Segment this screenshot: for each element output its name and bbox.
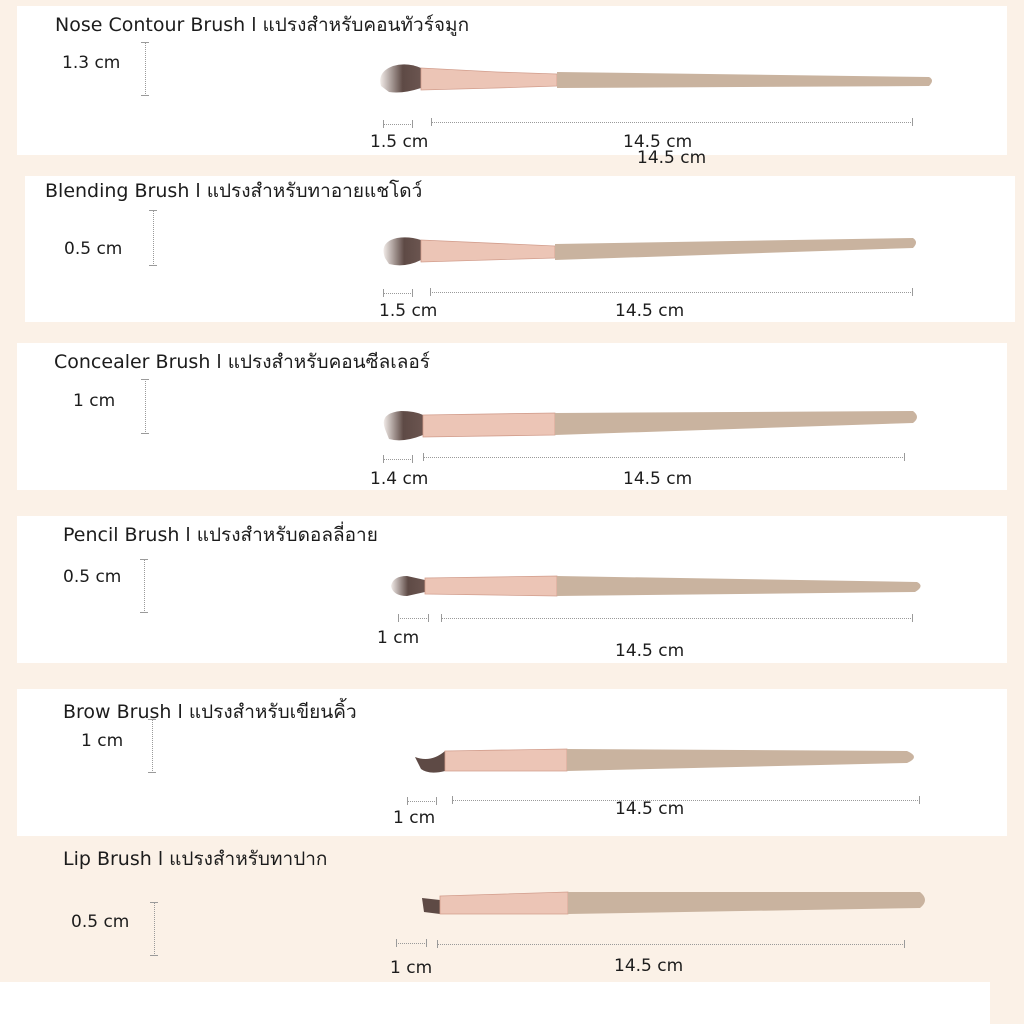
bottom-blank-strip <box>0 982 990 1024</box>
brush-illustration <box>411 741 931 781</box>
brush-card-concealer <box>17 343 1007 490</box>
brush-height-label: 1.3 cm <box>62 53 121 73</box>
height-dimension-line <box>144 559 145 613</box>
brush-illustration <box>377 58 937 98</box>
head-dimension-line <box>383 293 413 294</box>
head-dimension-line <box>396 943 427 944</box>
brush-height-label: 0.5 cm <box>64 239 123 259</box>
handle-length-label: 14.5 cm <box>623 132 693 152</box>
brush-title: Lip Brush l แปรงสำหรับทาปาก <box>63 848 328 870</box>
handle-dimension-line <box>437 944 905 945</box>
brush-title: Blending Brush l แปรงสำหรับทาอายแชโดว์ <box>45 180 423 202</box>
height-dimension-line <box>152 719 153 773</box>
brush-card-pencil <box>17 516 1007 663</box>
height-dimension-line <box>145 42 146 96</box>
brush-illustration <box>387 568 947 608</box>
handle-length-label: 14.5 cm <box>615 641 685 661</box>
brush-title: Nose Contour Brush l แปรงสำหรับคอนทัวร์จมูก <box>55 14 470 36</box>
handle-dimension-line <box>423 457 905 458</box>
head-dimension-line <box>383 124 413 125</box>
brush-title: Concealer Brush l แปรงสำหรับคอนซีลเลอร์ <box>54 351 430 373</box>
handle-dimension-line <box>430 292 913 293</box>
handle-length-label: 14.5 cm <box>614 956 684 976</box>
head-length-label: 1 cm <box>377 628 420 648</box>
brush-height-label: 0.5 cm <box>71 912 130 932</box>
brush-illustration <box>375 230 935 270</box>
head-dimension-line <box>398 618 429 619</box>
brush-height-label: 1 cm <box>73 391 116 411</box>
brush-card-nose-contour <box>17 6 1007 168</box>
handle-length-label-duplicate: 14.5 cm <box>637 148 707 168</box>
height-dimension-line <box>154 902 155 956</box>
head-length-label: 1.5 cm <box>370 132 429 152</box>
brush-card-brow <box>17 689 1007 836</box>
handle-length-label: 14.5 cm <box>615 799 685 819</box>
head-dimension-line <box>383 459 413 460</box>
head-length-label: 1 cm <box>393 808 436 828</box>
handle-length-label: 14.5 cm <box>623 469 693 489</box>
height-dimension-line <box>153 210 154 266</box>
brush-height-label: 1 cm <box>81 731 124 751</box>
head-length-label: 1.4 cm <box>370 469 429 489</box>
height-dimension-line <box>145 379 146 434</box>
brush-height-label: 0.5 cm <box>63 567 122 587</box>
head-length-label: 1 cm <box>390 958 433 978</box>
handle-dimension-line <box>441 618 913 619</box>
handle-dimension-line <box>452 800 920 801</box>
brush-illustration <box>377 405 937 445</box>
brush-title: Pencil Brush l แปรงสำหรับดอลลี่อาย <box>63 524 378 546</box>
head-length-label: 1.5 cm <box>379 301 438 321</box>
brush-title: Brow Brush l แปรงสำหรับเขียนคิ้ว <box>63 701 357 723</box>
handle-length-label: 14.5 cm <box>615 301 685 321</box>
brush-card-blending <box>25 176 1015 322</box>
head-dimension-line <box>407 801 437 802</box>
handle-dimension-line <box>431 122 913 123</box>
brush-illustration <box>416 884 936 924</box>
brush-card-lip <box>0 838 1024 982</box>
